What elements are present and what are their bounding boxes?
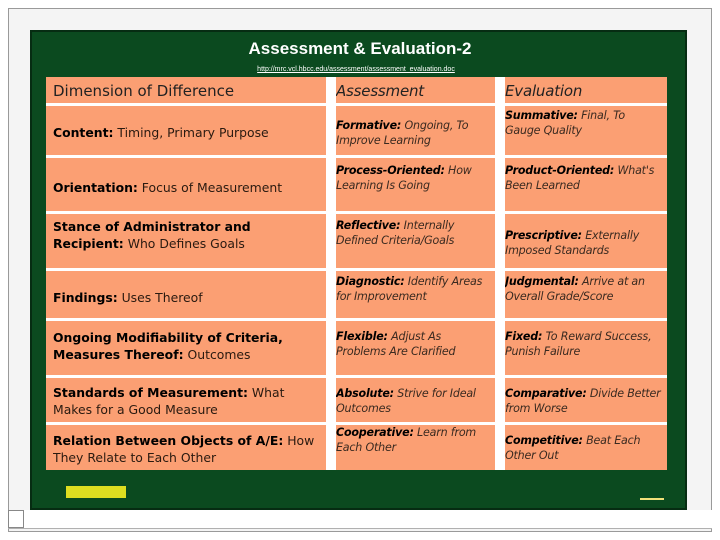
table-cell-assessment [336,425,491,469]
table-cell-assessment [336,329,491,373]
table-cell-evaluation [505,433,662,469]
table-cell-dimension [53,218,323,266]
desc: Beat Each Other Out [505,434,641,462]
term: Process-Oriented: [336,164,445,177]
term: Orientation: [53,180,138,195]
term: Standards of Measurement: [53,385,248,400]
term: Fixed: [505,330,543,343]
desc: Who Defines Goals [123,236,245,251]
table-cell-evaluation [505,108,662,152]
desc: Timing, Primary Purpose [113,125,269,140]
row-divider [46,318,667,321]
term: Comparative: [505,387,587,400]
table-cell-dimension [53,179,323,207]
term: Formative: [336,119,402,132]
term: Ongoing Modifiability of Criteria, Measures Thereof: [53,330,283,362]
row-divider [46,375,667,378]
desc: Externally Imposed Standards [505,229,640,257]
term: Findings: [53,290,118,305]
table-cell-assessment [336,163,491,207]
desc: Strive for Ideal Outcomes [336,387,476,415]
term: Prescriptive: [505,229,582,242]
desc: How Learning Is Going [336,164,472,192]
table-cell-dimension [53,329,323,373]
term: Relation Between Objects of A/E: [53,433,284,448]
table-cell-assessment [336,274,491,317]
desc: What's Been Learned [505,164,655,192]
slide-title: Assessment & Evaluation-2 [248,39,472,58]
desc: Arrive at an Overall Grade/Score [505,275,645,303]
row-divider [46,155,667,158]
term: Summative: [505,109,578,122]
desc: Ongoing, To Improve Learning [336,119,469,147]
desc: Internally Defined Criteria/Goals [336,219,455,247]
header-evaluation: Evaluation [505,82,583,100]
column-divider [495,77,505,470]
header-dimension: Dimension of Difference [53,82,235,100]
desc: Identify Areas for Improvement [336,275,483,303]
term: Diagnostic: [336,275,405,288]
desc: How They Relate to Each Other [53,433,315,465]
desc: Uses Thereof [117,290,203,305]
term: Stance of Administrator and Recipient: [53,219,251,251]
table-cell-evaluation [505,329,662,373]
term: Product-Oriented: [505,164,615,177]
desc: Focus of Measurement [137,180,283,195]
row-divider [46,268,667,271]
term: Content: [53,125,114,140]
slide-toolbar [8,510,712,529]
desc: Divide Better from Worse [505,387,661,415]
desc: Final, To Gauge Quality [505,109,625,137]
table-cell-dimension [53,384,323,422]
desc: To Reward Success, Punish Failure [505,330,652,358]
eraser-mark [640,498,664,508]
row-divider [46,103,667,106]
table-cell-evaluation [505,228,662,266]
table-cell-dimension [53,289,323,317]
source-link[interactable]: http://mrc.vcl.hbcc.edu/assessment/assessment_evaluation.doc [257,66,455,73]
table-cell-evaluation [505,274,662,317]
term: Reflective: [336,219,401,232]
table-cell-assessment [336,386,491,422]
desc: Learn from Each Other [336,426,477,454]
term: Judgmental: [505,275,579,288]
table-cell-assessment [336,118,491,152]
nav-button[interactable] [8,510,24,528]
table-cell-dimension [53,124,323,152]
desc: Outcomes [183,347,251,362]
table-cell-dimension [53,432,323,469]
header-assessment: Assessment [336,82,424,100]
term: Competitive: [505,434,583,447]
table-cell-assessment [336,218,491,266]
desc: Adjust As Problems Are Clarified [336,330,456,358]
column-divider [326,77,336,470]
table-cell-evaluation [505,163,662,207]
chalk-piece [66,486,126,498]
table-cell-evaluation [505,386,662,422]
term: Flexible: [336,330,388,343]
desc: What Makes for a Good Measure [53,385,285,417]
term: Absolute: [336,387,394,400]
term: Cooperative: [336,426,414,439]
row-divider [46,211,667,214]
